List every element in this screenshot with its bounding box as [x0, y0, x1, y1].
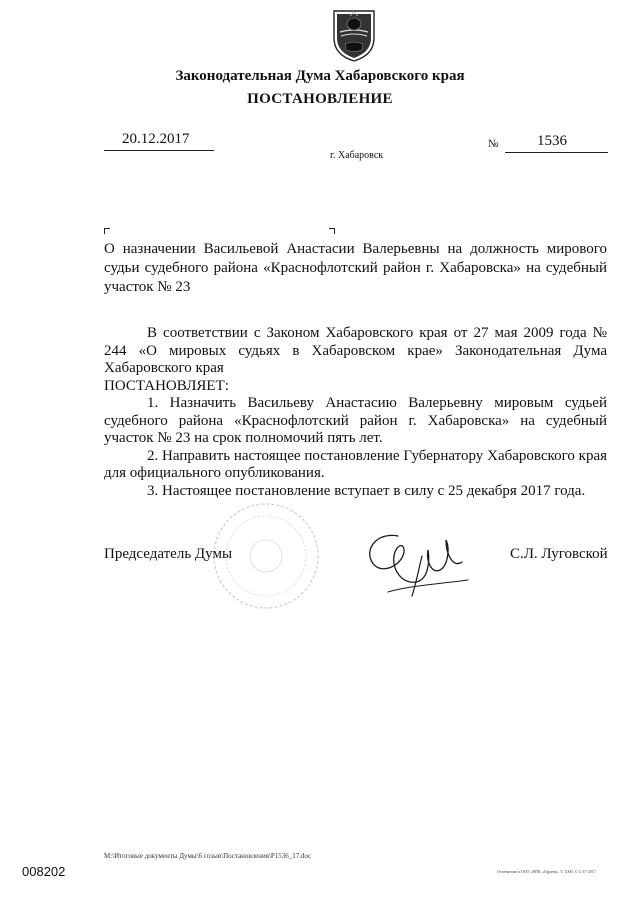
document-subject: О назначении Васильевой Анастасии Валерьевны на должность мирового судьи судебного района «Краснофлотский район г. Хабаровска» на судебный участок № 23	[104, 241, 607, 295]
subject-corner-left	[104, 228, 110, 234]
document-type-title: ПОСТАНОВЛЕНИЕ	[247, 91, 393, 107]
footer-file-path: М:\Итоговые документы Думы\6 созыв\Постановления\Р1536_17.doc	[104, 852, 312, 860]
document-city: г. Хабаровск	[330, 150, 384, 161]
document-body	[104, 325, 607, 500]
handwritten-signature	[358, 522, 476, 600]
page-code: 008202	[22, 864, 66, 879]
signatory-position: Председатель Думы	[104, 546, 233, 562]
resolution-item-3: 3. Настоящее постановление вступает в силу с 25 декабря 2017 года.	[147, 482, 586, 499]
number-underline	[505, 152, 608, 153]
organization-name: Законодательная Дума Хабаровского края	[175, 68, 465, 84]
footer-printer-note: Отпечатано в ООО «НПК «Ордена». Т. 1000. З. С-47-2017.	[497, 869, 597, 874]
number-sign: №	[488, 138, 499, 150]
resolves-heading: ПОСТАНОВЛЯЕТ:	[104, 377, 229, 394]
date-underline	[104, 150, 214, 151]
resolution-item-1: 1. Назначить Васильеву Анастасию Валерьевну мировым судьей судебного района «Краснофлотский район г. Хабаровска» на судебный участок № 23 на срок полномочий пять лет.	[104, 395, 607, 446]
signatory-name: С.Л. Луговской	[510, 546, 608, 562]
coat-of-arms-emblem	[330, 8, 378, 62]
preamble-paragraph: В соответствии с Законом Хабаровского края от 27 мая 2009 года № 244 «О мировых судьях в Хабаровском крае» Законодательная Дума Хабаровского края	[104, 325, 607, 376]
document-date: 20.12.2017	[122, 131, 190, 147]
subject-corner-right	[329, 228, 335, 234]
document-number: 1536	[537, 133, 567, 149]
resolution-item-2: 2. Направить настоящее постановление Губернатору Хабаровского края для официального опубликования.	[104, 447, 607, 481]
